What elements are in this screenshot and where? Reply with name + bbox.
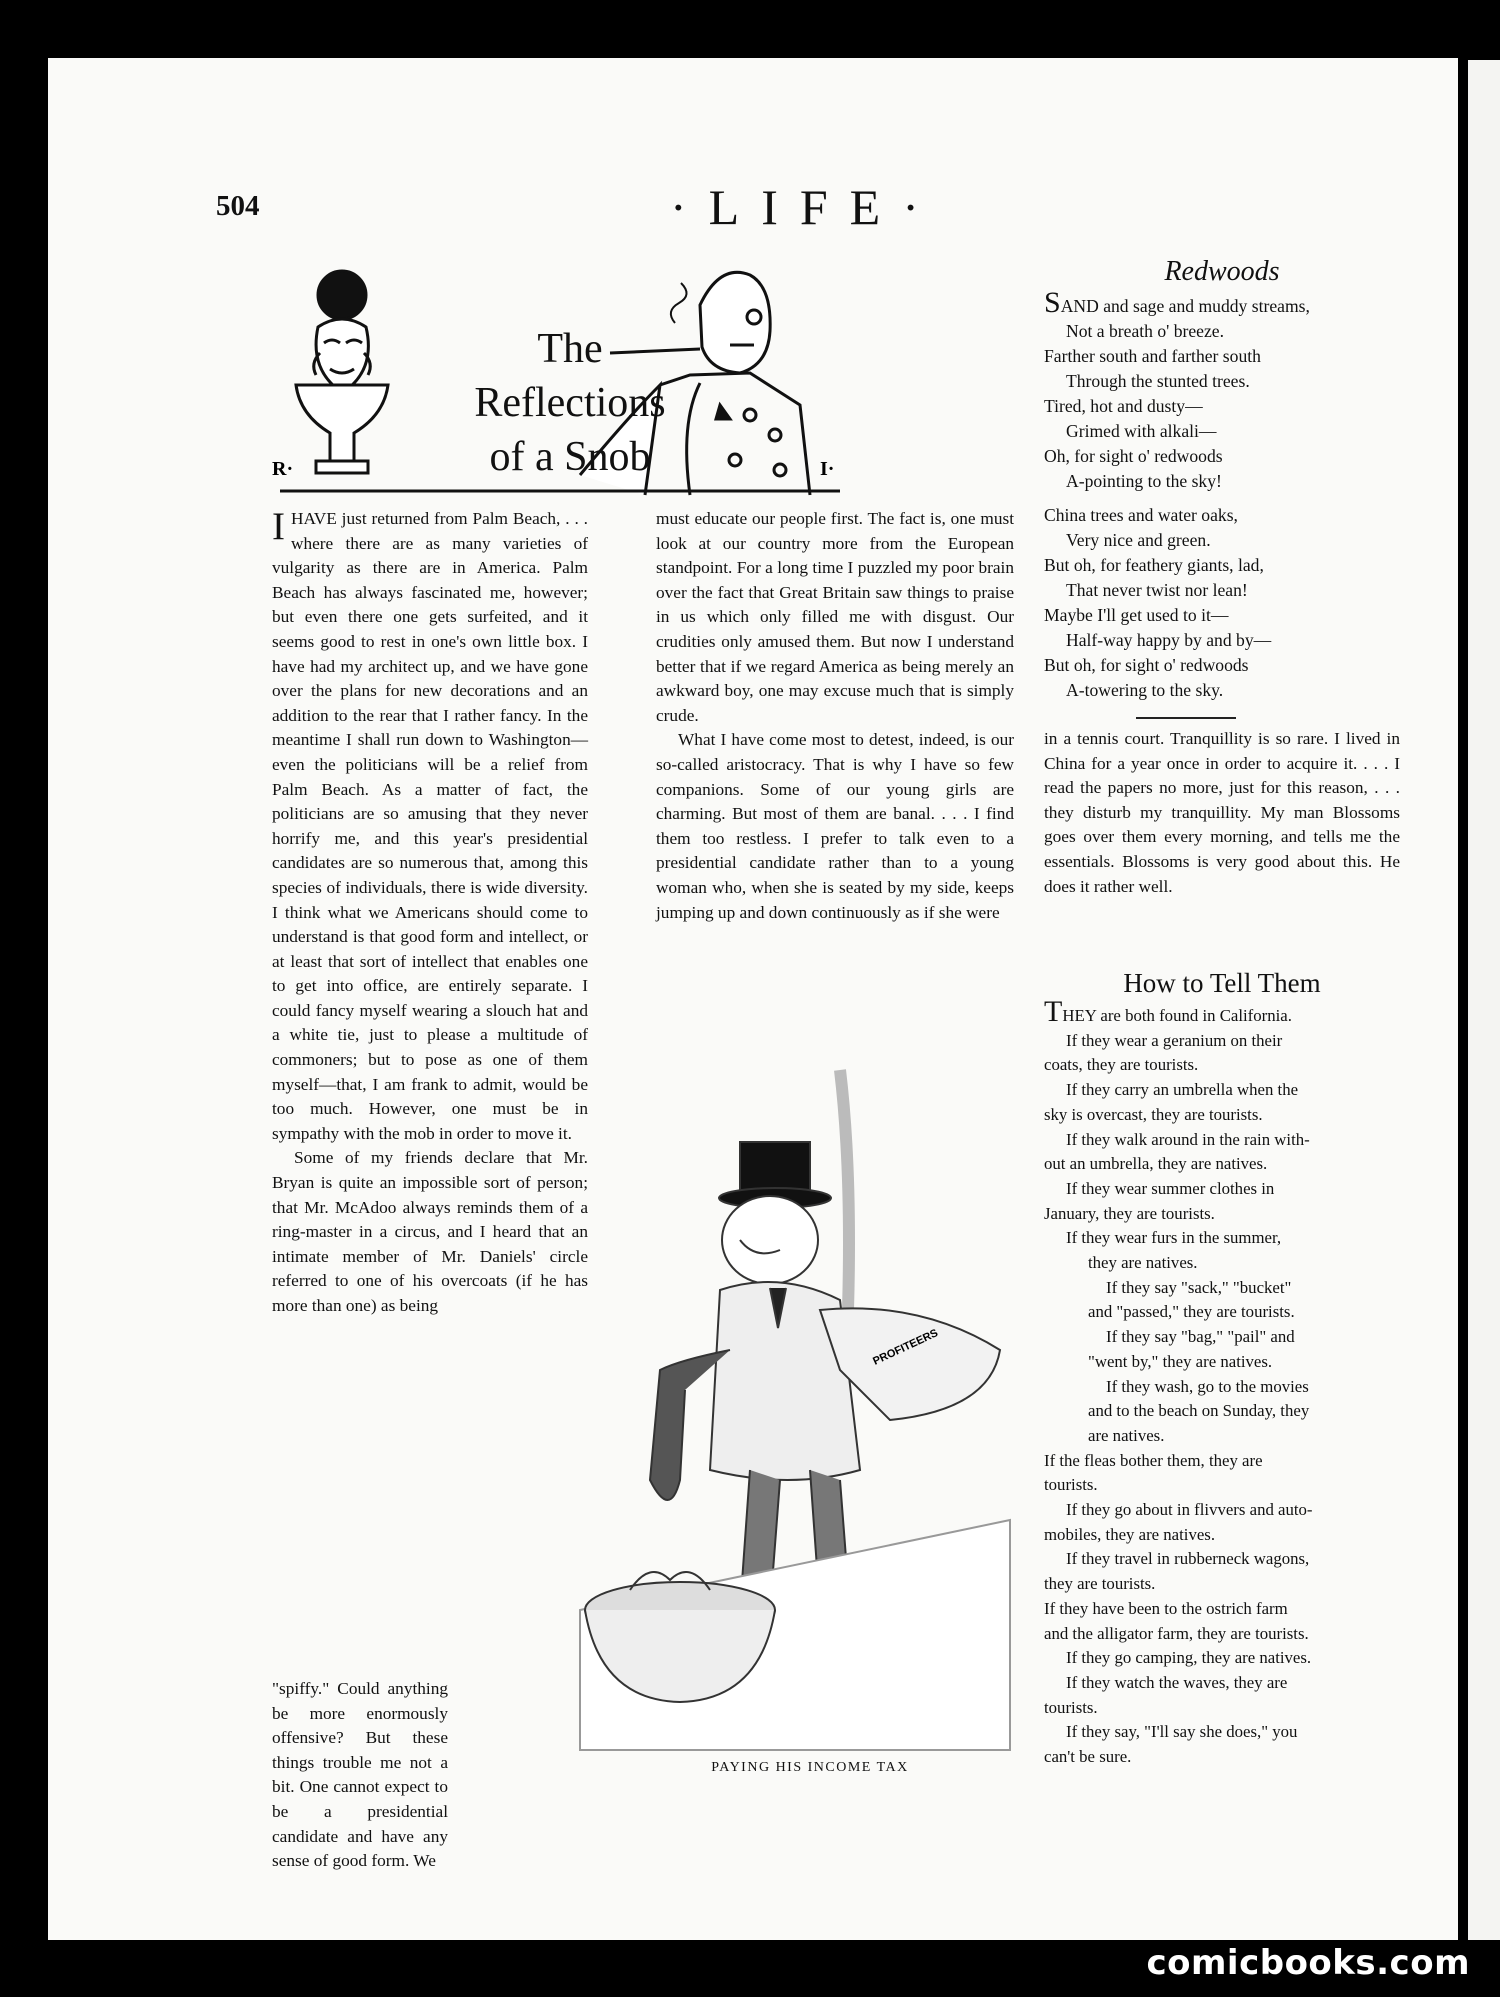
how-to-tell-line: and "passed," they are tourists. <box>1088 1302 1295 1322</box>
poem-line: A-towering to the sky. <box>1066 680 1224 700</box>
article-title-line2: of a Snob <box>489 434 651 480</box>
cartoon-caption: PAYING HIS INCOME TAX <box>711 1760 909 1775</box>
page-number: 504 <box>216 190 260 222</box>
how-to-tell-title: How to Tell Them <box>1123 968 1321 998</box>
poem-line: SAND and sage and muddy streams, <box>1044 286 1310 319</box>
how-to-tell-line: out an umbrella, they are natives. <box>1044 1154 1268 1174</box>
how-to-tell-line: coats, they are tourists. <box>1044 1055 1199 1075</box>
article-paragraph-1: IHAVE just returned from Palm Beach, . . . where there are as many varieties of vulgarity as there are in America. Palm Beach has always fascinated me, however; but even there one gets surfeited, and it seems good to rest in one's own little box. I have had my architect up, and we have gone over the plans for new decorations and an addition to the rear that I rather fancy. In the meantime I shall run down to Washington—even the politicians will be a relief from Palm Beach. As a matter of fact, the politicians are so amusing that they never horrify me, and this year's presidential candidates are so numerous that, among this species of individuals, there is wide diversity. I think what we Americans should come to understand is that good form and intellect, or at least that sort of intellect that enables one to get into office, are entirely separate. I could fancy myself wearing a slouch hat and a white tie, just to please a multitude of commoners; but to pose as one of them myself—that, I am frank to admit, would be too much. However, one must be in sympathy with the mob in order to move it. <box>272 505 588 1143</box>
how-to-tell-line: tourists. <box>1044 1697 1098 1717</box>
site-watermark: comicbooks.com <box>1146 1943 1470 1983</box>
poem-drop-cap: S <box>1044 286 1061 319</box>
how-to-tell-line: January, they are tourists. <box>1044 1203 1215 1223</box>
article-column-1-narrow <box>272 1677 448 1874</box>
how-to-tell-line: If they say "bag," "pail" and <box>1106 1327 1295 1347</box>
poem-line: Through the stunted trees. <box>1066 371 1250 391</box>
article-paragraph-4: What I have come most to detest, indeed, is our so-called aristocracy. That is why I have so few companions. Some of our young girls are charming. But most of them are banal. . . . I find them too restless. I prefer to talk even to a presidential candidate rather than to a young woman who, when she is seated by my side, keeps jumping up and down continuously as if she were <box>656 730 1014 922</box>
poem-line: China trees and water oaks, <box>1044 505 1238 525</box>
how-to-tell-line: and the alligator farm, they are tourists. <box>1044 1623 1309 1643</box>
masthead: ·LIFE· <box>670 179 941 235</box>
how-to-tell-body <box>1044 995 1400 1770</box>
poem-line: But oh, for feathery giants, lad, <box>1044 555 1264 575</box>
poem-line: Not a breath o' breeze. <box>1066 321 1225 341</box>
poem-line: Half-way happy by and by— <box>1066 630 1272 650</box>
how-to-tell-line: If they say, "I'll say she does," you <box>1066 1722 1298 1742</box>
poem-line: Oh, for sight o' redwoods <box>1044 446 1223 466</box>
how-to-tell-line: If they wash, go to the movies <box>1106 1376 1309 1396</box>
poem-line: That never twist nor lean! <box>1066 580 1248 600</box>
poem-line: Very nice and green. <box>1066 530 1211 550</box>
how-to-tell-line: mobiles, they are natives. <box>1044 1524 1216 1544</box>
drop-cap: I <box>272 505 285 548</box>
poem-body <box>1044 286 1400 703</box>
artist-initial-left: R· <box>272 458 294 480</box>
how-to-tell-line: If they wear furs in the summer, <box>1066 1228 1282 1248</box>
poem-title: Redwoods <box>1164 256 1280 287</box>
how-to-tell-line: are natives. <box>1088 1425 1165 1445</box>
article-column-2 <box>656 507 1014 925</box>
how-to-tell-line: they are tourists. <box>1044 1574 1156 1594</box>
how-to-tell-line: If they wear summer clothes in <box>1066 1178 1275 1198</box>
article-continuation <box>1044 727 1400 899</box>
cartoon-illustration <box>590 1050 1010 1750</box>
how-to-tell-line: If they go about in flivvers and auto- <box>1066 1500 1313 1520</box>
how-to-tell-line: and to the beach on Sunday, they <box>1088 1401 1310 1421</box>
article-paragraph-2-end: "spiffy." Could anything be more enormously offensive? But these things trouble me not a bit. One cannot expect to be a presidential candidate and have any sense of good form. We <box>272 1679 448 1871</box>
bag-label: PROFITEERS <box>871 1327 940 1368</box>
how-to-tell-line: If they say "sack," "bucket" <box>1106 1277 1292 1297</box>
how-to-tell-line: If the fleas bother them, they are <box>1044 1450 1263 1470</box>
how-to-tell-line: If they travel in rubberneck wagons, <box>1066 1549 1310 1569</box>
how-to-tell-line: If they wear a geranium on their <box>1066 1030 1283 1050</box>
article-title-line1: The Reflections <box>474 326 666 426</box>
how-to-tell-line: can't be sure. <box>1044 1747 1132 1767</box>
how-to-tell-line: "went by," they are natives. <box>1088 1351 1273 1371</box>
how-drop-cap: T <box>1044 995 1063 1028</box>
article-paragraph-2: Some of my friends declare that Mr. Bryan is quite an impossible sort of person; that Mr. McAdoo always reminds them of a ring-master in a circus, and I heard that an intimate member of Mr. Daniels' circle referred to one of his overcoats (if he has more than one) as being <box>272 1148 588 1315</box>
poem-line: A-pointing to the sky! <box>1066 471 1222 491</box>
how-to-tell-line: they are natives. <box>1088 1253 1198 1273</box>
how-to-tell-line: If they carry an umbrella when the <box>1066 1080 1299 1100</box>
facing-page-edge <box>1468 60 1500 1940</box>
article-column-1 <box>272 507 588 1319</box>
how-to-tell-line: If they watch the waves, they are <box>1066 1672 1288 1692</box>
how-to-tell-line: If they walk around in the rain with- <box>1066 1129 1310 1149</box>
poem-line: Grimed with alkali— <box>1066 421 1217 441</box>
article-paragraph-5: in a tennis court. Tranquillity is so rare. I lived in China for a year once in order to acquire it. . . . I read the papers no more, just for this reason, . . . they disturb my tranquillity. My man Blossoms goes over them every morning, and tells me the essentials. Blossoms is very good about this. He does it rather well. <box>1044 729 1400 896</box>
how-to-tell-line: If they have been to the ostrich farm <box>1044 1598 1288 1618</box>
how-to-tell-line: If they go camping, they are natives. <box>1066 1648 1312 1668</box>
how-to-tell-line: sky is overcast, they are tourists. <box>1044 1104 1263 1124</box>
poem-line: Farther south and farther south <box>1044 346 1261 366</box>
poem-line: But oh, for sight o' redwoods <box>1044 655 1249 675</box>
artist-initial-right: I· <box>820 458 835 480</box>
bust-drawing <box>296 271 388 473</box>
poem-line: Maybe I'll get used to it— <box>1044 605 1229 625</box>
how-to-tell-line: tourists. <box>1044 1475 1098 1495</box>
article-paragraph-3: must educate our people first. The fact is, one must look at our country more from the European standpoint. For a long time I puzzled my poor brain over the fact that Great Britain saw things to praise in us which only filled me with disgust. Our crudities only amused them. But now I understand better that if we regard America as being merely an awkward boy, one may excuse much that is simply crude. <box>656 509 1014 725</box>
poem-line: Tired, hot and dusty— <box>1044 396 1203 416</box>
article-title <box>440 322 700 484</box>
divider-rule <box>1136 717 1236 719</box>
how-to-tell-line: THEY are both found in California. <box>1044 995 1292 1028</box>
page-gutter <box>1458 0 1468 1997</box>
